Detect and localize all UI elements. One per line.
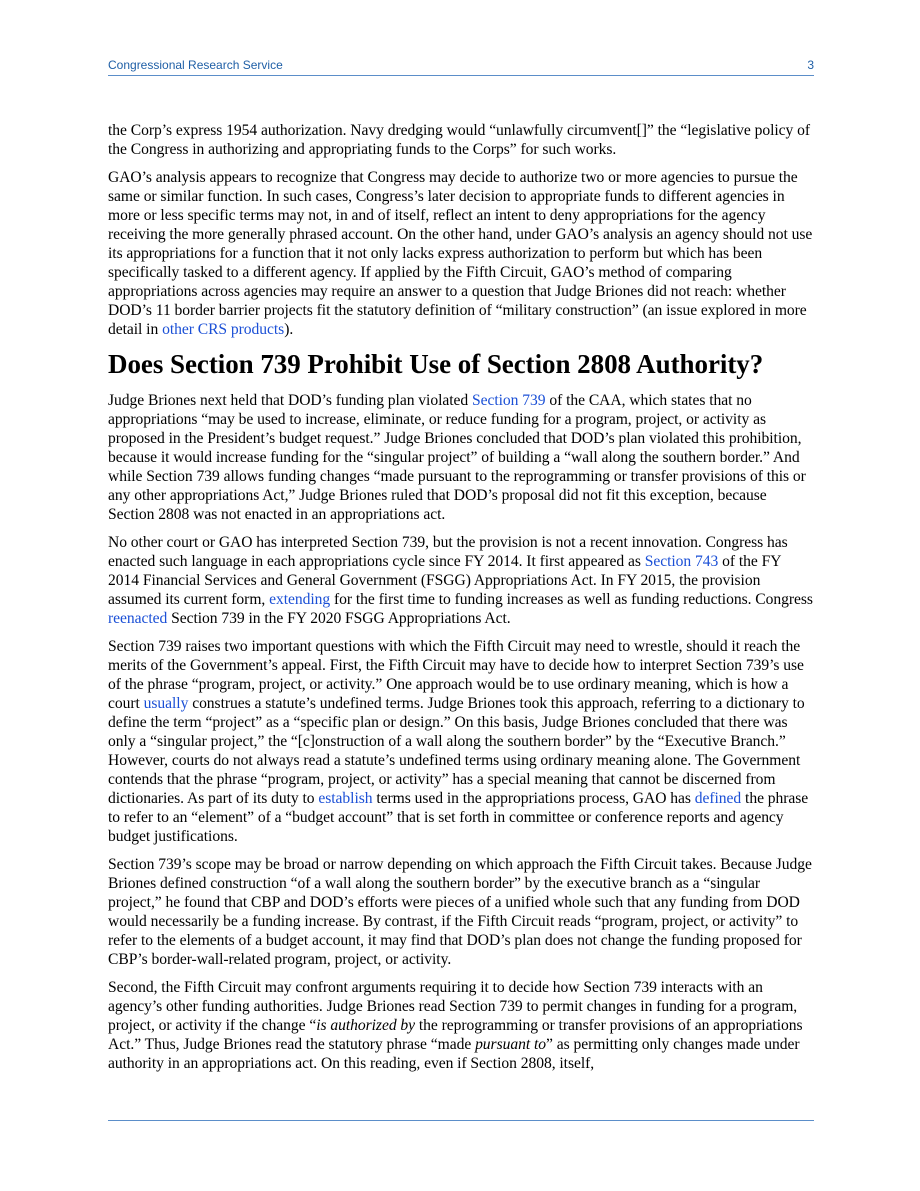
link-defined[interactable]: defined bbox=[694, 790, 742, 807]
section-heading: Does Section 739 Prohibit Use of Section 2808 Authority? bbox=[108, 349, 764, 379]
emphasis-is-authorized-by: is authorized by bbox=[316, 1017, 416, 1034]
link-extending[interactable]: extending bbox=[269, 591, 331, 608]
paragraph-2: GAO’s analysis appears to recognize that Congress may decide to authorize two or more agencies to pursue the same or similar function. In such cases, Congress’s later decision to appropriate funds to different agencies in more or less specific terms may not, in and of itself, reflect an intent to deny appropriations for the agency receiving the more generally phrased account. On the other hand, under GAO’s analysis an agency should not use its appropriations for a function that it not only lacks express authorization to perform but which has been specifically tasked to a different agency. If applied by the Fifth Circuit, GAO’s method of comparing appropriations across agencies may require an answer to a question that Judge Briones did not reach: whether DOD’s 11 border barrier projects fit the statutory definition of “military construction” (an issue explored in more detail in other CRS products). bbox=[108, 169, 813, 338]
link-establish[interactable]: establish bbox=[318, 790, 373, 807]
link-usually[interactable]: usually bbox=[143, 695, 189, 712]
footer-rule bbox=[108, 1120, 814, 1121]
link-other-crs-products[interactable]: other CRS products bbox=[162, 321, 285, 338]
link-reenacted[interactable]: reenacted bbox=[108, 610, 168, 627]
paragraph-4: No other court or GAO has interpreted Section 739, but the provision is not a recent innovation. Congress has enacted such language in each appropriations cycle since FY 2014. It first appeared as Section 743 of the FY 2014 Financial Services and General Government (FSGG) Appropriations Act. In FY 2015, the provision assumed its current form, extending for the first time to funding increases as well as funding reductions. Congress reenacted Section 739 in the FY 2020 FSGG Appropriations Act. bbox=[108, 534, 813, 627]
paragraph-7: Second, the Fifth Circuit may confront arguments requiring it to decide how Section 739 interacts with an agency’s other funding authorities. Judge Briones read Section 739 to permit changes in funding for a program, project, or activity if the change “is authorized by the reprogramming or transfer provisions of an appropriations Act.” Thus, Judge Briones read the statutory phrase “made pursuant to” as permitting only changes made under authority in an appropriations act. On this reading, even if Section 2808, itself, bbox=[108, 979, 803, 1072]
link-section-739[interactable]: Section 739 bbox=[471, 392, 546, 409]
page-number: 3 bbox=[807, 58, 814, 72]
body-text bbox=[108, 121, 814, 1082]
paragraph-1: the Corp’s express 1954 authorization. Navy dredging would “unlawfully circumvent[]” the “legislative policy of the Congress in authorizing and appropriating funds to the Corps” for such works. bbox=[108, 122, 811, 158]
header-org: Congressional Research Service bbox=[108, 58, 283, 72]
header-rule bbox=[108, 75, 814, 76]
link-section-743[interactable]: Section 743 bbox=[644, 553, 719, 570]
paragraph-6: Section 739’s scope may be broad or narrow depending on which approach the Fifth Circuit takes. Because Judge Briones defined construction “of a wall along the southern border” by the executive branch as a “singular project,” he found that CBP and DOD’s efforts were pieces of a unified whole such that any funding from DOD would necessarily be a funding increase. By contrast, if the Fifth Circuit reads “program, project, or activity” to refer to the elements of a budget account, it may find that DOD’s plan does not change the funding proposed for CBP’s border-wall-related program, project, or activity. bbox=[108, 856, 812, 968]
paragraph-3: Judge Briones next held that DOD’s funding plan violated Section 739 of the CAA, which states that no appropriations “may be used to increase, eliminate, or reduce funding for a program, project, or activity as proposed in the President’s budget request.” Judge Briones concluded that DOD’s plan violated this prohibition, because it would increase funding for the “singular project” of building a “wall along the southern border.” And while Section 739 allows funding changes “made pursuant to the reprogramming or transfer provisions of this or any other appropriations Act,” Judge Briones ruled that DOD’s proposal did not fit this exception, because Section 2808 was not enacted in an appropriations act. bbox=[108, 392, 806, 523]
page-header bbox=[108, 56, 814, 76]
paragraph-5: Section 739 raises two important questions with which the Fifth Circuit may need to wrestle, should it reach the merits of the Government’s appeal. First, the Fifth Circuit may have to decide how to interpret Section 739’s use of the phrase “program, project, or activity.” One approach would be to use ordinary meaning, which is how a court usually construes a statute’s undefined terms. Judge Briones took this approach, referring to a dictionary to define the term “project” as a “specific plan or design.” On this basis, Judge Briones concluded that there was only a “singular project,” the “[c]onstruction of a wall along the southern border” by the “Executive Branch.” However, courts do not always read a statute’s undefined terms using ordinary meaning alone. The Government contends that the phrase “program, project, or activity” has a special meaning that cannot be discerned from dictionaries. As part of its duty to establish terms used in the appropriations process, GAO has defined the phrase to refer to an “element” of a “budget account” that is set forth in committee or conference reports and agency budget justifications. bbox=[108, 638, 809, 845]
emphasis-pursuant-to: pursuant to bbox=[475, 1036, 546, 1053]
